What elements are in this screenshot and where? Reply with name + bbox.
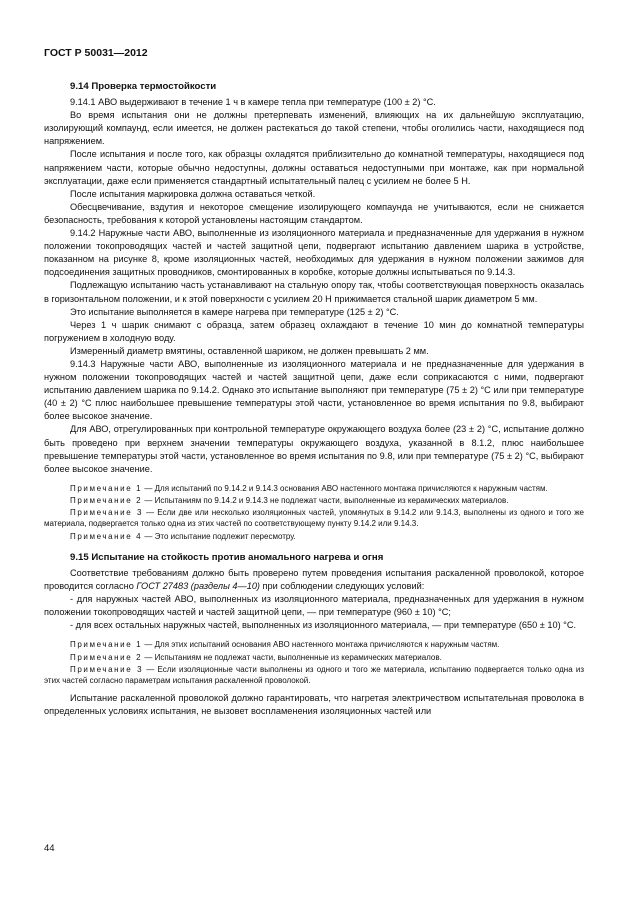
section-heading-9-14: 9.14 Проверка термостойкости <box>70 81 217 92</box>
paragraph: Подлежащую испытанию часть устанавливают на стальную опору так, чтобы соответствующая поверхность оказалась в горизонтальном положении, и к этой поверхности с усилием 20 Н прижимается стальной шарик диаметром 5 мм. <box>44 280 584 304</box>
note-text: — Если две или несколько изоляционных частей, упомянутых в 9.14.2 или 9.14.3, выполнены из одного и того же материала, подвергается только одна из этих частей по соответствующему пункту 9.14.2 или 9.14.3. <box>44 508 584 529</box>
document-header: ГОСТ Р 50031—2012 <box>44 47 148 59</box>
note-label: Примечание 3 <box>70 664 144 674</box>
intro-text-end: при соблюдении следующих условий: <box>260 581 425 592</box>
paragraph: После испытания и после того, как образцы охладятся приблизительно до комнатной температуры, находящиеся под напряжением части, которые обычно недоступны, должны оставаться недоступными при монтаже, как при нормальной эксплуатации, даже если применяется стандартный испытательный палец с усилием не более 5 Н. <box>44 149 584 186</box>
paragraph: 9.14.3 Наружные части АВО, выполненные из изоляционного материала и не предназначенные для удержания в нужном положении токопроводящих частей и частей защитной цепи, даже если соприкасаются с ними, подвергают испытанию давлением шарика по 9.14.2. Однако это испытание выполняют при температуре (75 ± 2) °С или при температуре (40 ± 2) °С плюс наибольшее превышение температуры этой части, установленное во время испытания по 9.8, выбирают более высокое значение. <box>44 358 584 422</box>
paragraph: Для АВО, отрегулированных при контрольной температуре окружающего воздуха более (23 ± 2) °С, испытание должно быть проведено при верхнем значении температуры окружающего воздуха, указанной в 8.1.2, плюс наибольшее превышение температуры этой части, установленное во время испытания по 9.8, или при температуре (75 ± 2) °С, выбирают более высокое значение. <box>44 424 584 474</box>
page-number: 44 <box>44 843 55 854</box>
standard-reference: ГОСТ 27483 (разделы 4—10) <box>136 581 260 592</box>
list-item: - для всех остальных наружных частей, выполненных из изоляционного материала, — при температуре (650 ± 10) °С. <box>70 620 577 631</box>
paragraph: После испытания маркировка должна оставаться четкой. <box>70 188 316 199</box>
note-label: Примечание 3 <box>70 508 144 518</box>
note <box>44 507 584 529</box>
paragraph: Во время испытания они не должны претерпевать изменений, влияющих на их дальнейшую эксплуатацию, изолирующий компаунд, если имеется, не должен растекаться до такой степени, чтобы оголились части, находящиеся под напряжением. <box>44 110 584 147</box>
note <box>44 664 584 686</box>
section-heading-9-15: 9.15 Испытание на стойкость против аномального нагрева и огня <box>70 551 384 563</box>
paragraph: Обесцвечивание, вздутия и некоторое смещение изолирующего компаунда не учитываются, если не снижается безопасность, требования к которой установлены настоящим стандартом. <box>44 201 584 225</box>
note-text: — Для этих испытаний основания АВО настенного монтажа причисляются к наружным частям. <box>142 640 500 650</box>
note <box>44 495 584 506</box>
note-text: — Если изоляционные части выполнены из одного и того же материала, испытанию подвергается только одна из этих частей согласно параметрам испытания раскаленной проволокой. <box>44 664 584 685</box>
note-label: Примечание 2 <box>70 496 143 506</box>
note-text: — Испытаниям по 9.14.2 и 9.14.3 не подлежат части, выполненные из керамических материалов. <box>142 496 509 506</box>
paragraph: 9.14.1 АВО выдерживают в течение 1 ч в камере тепла при температуре (100 ± 2) °С. <box>70 97 436 108</box>
paragraph: Испытание раскаленной проволокой должно гарантировать, что нагретая электричеством испытательная проволока в определенных условиях испытания, не вызовет воспламенения изоляционных частей или <box>44 693 584 717</box>
document-body <box>44 80 584 718</box>
paragraph: Измеренный диаметр вмятины, оставленной шариком, не должен превышать 2 мм. <box>70 345 429 356</box>
note-label: Примечание 4 <box>70 531 143 541</box>
paragraph: Через 1 ч шарик снимают с образца, затем образец охлаждают в течение 10 мин до комнатной температуры погружением в холодную воду. <box>44 319 584 343</box>
note <box>44 483 584 494</box>
note <box>44 652 584 663</box>
note-label: Примечание 1 <box>70 483 143 493</box>
note-text: — Это испытание подлежит пересмотру. <box>142 531 296 541</box>
intro-text: Соответствие требованиям должно быть проверено путем проведения испытания раскаленной проволокой, которое проводится согласно <box>44 567 584 592</box>
paragraph <box>44 567 584 593</box>
note-text: — Для испытаний по 9.14.2 и 9.14.3 основания АВО настенного монтажа причисляются к наружным частям. <box>142 483 548 493</box>
note <box>44 639 584 650</box>
note <box>44 531 584 542</box>
note-label: Примечание 1 <box>70 640 143 650</box>
note-text: — Испытаниям не подлежат части, выполненные из керамических материалов. <box>142 652 442 662</box>
note-label: Примечание 2 <box>70 652 143 662</box>
list-item: - для наружных частей АВО, выполненных из изоляционного материала, предназначенных для удержания в нужном положении токопроводящих частей и частей защитной цепи, — при температуре (960 ± 10) °С; <box>44 594 584 618</box>
paragraph: 9.14.2 Наружные части АВО, выполненные из изоляционного материала и предназначенные для удержания в нужном положении токопроводящих частей и частей защитной цепи, подвергают испытанию давлением шарика в устройстве, показанном на рисунке 8, кроме изоляционных частей, необходимых для удержания в нужном положении зажимов для подсоединения защитных проводников, смонтированных в коробке, которые должны испытываться по 9.14.3. <box>44 228 584 278</box>
paragraph: Это испытание выполняется в камере нагрева при температуре (125 ± 2) °С. <box>70 306 399 317</box>
